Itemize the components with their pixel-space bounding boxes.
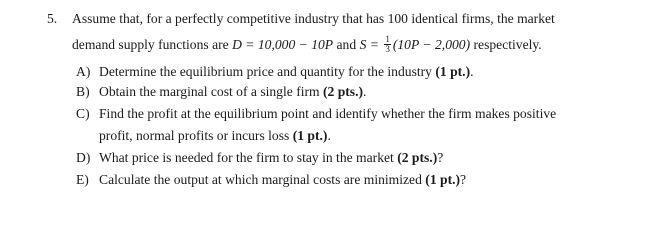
part-a bbox=[76, 63, 474, 80]
part-d-points: (2 pts.) bbox=[397, 150, 438, 165]
part-c-points: (1 pt.) bbox=[292, 128, 328, 143]
question-text-line-2 bbox=[72, 36, 542, 55]
line2-prefix: demand supply functions are bbox=[72, 37, 233, 52]
part-b bbox=[76, 83, 366, 100]
fraction-denominator: 3 bbox=[385, 44, 390, 55]
supply-fraction bbox=[384, 35, 391, 54]
part-a-points: (1 pt.) bbox=[435, 64, 471, 79]
part-d bbox=[76, 149, 443, 166]
part-c-end: . bbox=[327, 128, 331, 143]
part-e bbox=[76, 171, 466, 188]
supply-lhs: S = bbox=[359, 37, 383, 52]
part-b-text: Obtain the marginal cost of a single firm bbox=[99, 84, 323, 99]
demand-equation: D = 10,000 − 10P bbox=[232, 37, 334, 52]
part-c bbox=[76, 105, 556, 122]
part-d-end: ? bbox=[437, 150, 444, 165]
part-a-text: Determine the equilibrium price and quantity for the industry bbox=[99, 64, 436, 79]
part-a-end: . bbox=[470, 64, 474, 79]
question-text-line-1: Assume that, for a perfectly competitive industry that has 100 identical firms, the market bbox=[72, 11, 555, 26]
part-c-text-2: profit, normal profits or incurs loss bbox=[99, 128, 293, 143]
part-e-text: Calculate the output at which marginal costs are minimized bbox=[99, 172, 426, 187]
line2-suffix: respectively. bbox=[470, 37, 542, 52]
part-d-text: What price is needed for the firm to stay in the market bbox=[99, 150, 398, 165]
and-word: and bbox=[333, 37, 360, 52]
fraction-numerator: 1 bbox=[385, 34, 390, 45]
part-d-letter: D) bbox=[76, 150, 91, 165]
question-number: 5. bbox=[47, 11, 58, 26]
part-e-end: ? bbox=[460, 172, 467, 187]
part-c-letter: C) bbox=[76, 106, 90, 121]
supply-rhs: (10P − 2,000) bbox=[392, 37, 471, 52]
part-c-continuation bbox=[99, 127, 331, 144]
part-b-points: (2 pts.) bbox=[323, 84, 364, 99]
part-e-points: (1 pt.) bbox=[425, 172, 461, 187]
part-b-letter: B) bbox=[76, 84, 90, 99]
part-c-text: Find the profit at the equilibrium point and identify whether the firm makes positive bbox=[99, 106, 557, 121]
part-a-letter: A) bbox=[76, 64, 91, 79]
part-b-end: . bbox=[363, 84, 367, 99]
part-e-letter: E) bbox=[76, 172, 89, 187]
